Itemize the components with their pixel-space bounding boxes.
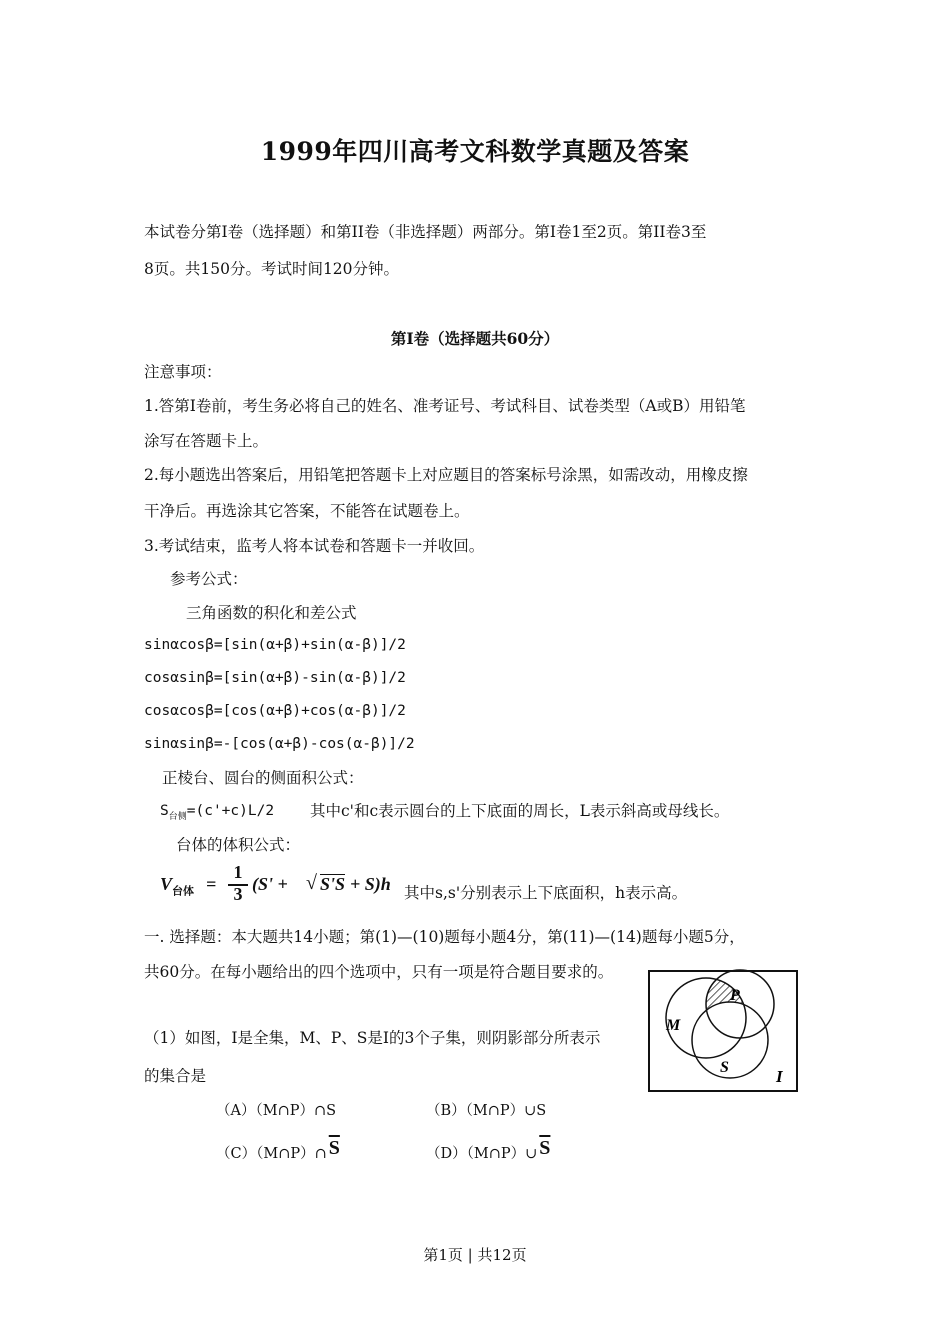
- option-d: [426, 1137, 551, 1164]
- note-3: 3.考试结束，监考人将本试卷和答题卡一并收回。: [144, 537, 485, 555]
- option-d-complement-s: $\overline{S}$: [539, 1137, 551, 1159]
- volume-description: 其中s,s'分别表示上下底面积，h表示高。: [404, 884, 688, 902]
- set-i-label: I: [776, 1067, 783, 1086]
- option-d-text: （D）（M∩P）∪: [426, 1146, 538, 1162]
- set-s-circle: [692, 1002, 768, 1078]
- reference-formulas-label: 参考公式：: [170, 570, 248, 588]
- part-1-line-2: 共60分。在每小题给出的四个选项中，只有一项是符合题目要求的。: [144, 963, 614, 981]
- trig-formulas-label: 三角函数的积化和差公式: [186, 604, 357, 622]
- volume-fraction-numerator: 1: [233, 862, 243, 882]
- section-heading: 第Ⅰ卷（选择题共60分）: [390, 329, 560, 348]
- formula-3: cosαcosβ=[cos(α+β)+cos(α-β)]/2: [144, 703, 406, 719]
- option-c-text: （C）（M∩P）∩: [216, 1146, 327, 1162]
- notes-label: 注意事项：: [144, 363, 222, 381]
- formula-2: cosαsinβ=[sin(α+β)-sin(α-β)]/2: [144, 670, 406, 686]
- volume-label: 台体的体积公式：: [176, 836, 301, 854]
- formula-1: sinαcosβ=[sin(α+β)+sin(α-β)]/2: [144, 637, 406, 653]
- frustum-area-label: 正棱台、圆台的侧面积公式：: [162, 769, 364, 787]
- part-1-line-1: 一. 选择题：本大题共14小题；第(1)—(10)题每小题4分，第(11)—(14)题每小题5分，: [144, 928, 745, 946]
- volume-tail: + S)h: [350, 874, 391, 894]
- lateral-s: S: [160, 803, 169, 819]
- lateral-subscript: 台侧: [168, 812, 187, 822]
- intro-line-2: 8页。共150分。考试时间120分钟。: [144, 260, 400, 278]
- question-1-line-2: 的集合是: [144, 1067, 207, 1085]
- page-footer: 第1页 | 共12页: [423, 1246, 527, 1264]
- intro-line-1: 本试卷分第Ⅰ卷（选择题）和第II卷（非选择题）两部分。第Ⅰ卷1至2页。第II卷3至: [144, 223, 707, 241]
- venn-diagram: [648, 968, 800, 1094]
- volume-fraction-denominator: 3: [233, 884, 243, 904]
- volume-body: (S' +: [252, 874, 288, 894]
- lateral-area-formula: [160, 801, 274, 822]
- note-1-line-2: 涂写在答题卡上。: [144, 432, 269, 450]
- lateral-area-description: 其中c'和c表示圆台的上下底面的周长，L表示斜高或母线长。: [310, 802, 730, 820]
- option-b: （B）（M∩P）∪S: [426, 1103, 547, 1119]
- lateral-expression: =(c'+c)L/2: [186, 803, 275, 819]
- note-1-line-1: 1.答第Ⅰ卷前，考生务必将自己的姓名、准考证号、考试科目、试卷类型（A或B）用铅笔: [144, 397, 746, 415]
- volume-sqrt-body: S'S: [320, 874, 346, 894]
- set-s-label: S: [720, 1059, 729, 1076]
- option-c-complement-s: $\overline{S}$: [328, 1137, 340, 1159]
- option-a: （A）（M∩P）∩S: [216, 1103, 337, 1119]
- volume-lhs: $V_{台体}$: [160, 874, 195, 898]
- sqrt-icon: √: [306, 872, 317, 894]
- formula-4: sinαsinβ=-[cos(α+β)-cos(α-β)]/2: [144, 736, 415, 752]
- volume-equals: =: [206, 874, 217, 894]
- note-2-line-1: 2.每小题选出答案后，用铅笔把答题卡上对应题目的答案标号涂黑，如需改动，用橡皮擦: [144, 466, 748, 484]
- set-p-label: P: [730, 987, 740, 1004]
- note-2-line-2: 干净后。再选涂其它答案，不能答在试题卷上。: [144, 502, 470, 520]
- option-c: [216, 1137, 340, 1164]
- page-title: 1999年四川高考文科数学真题及答案: [260, 137, 690, 166]
- set-m-label: M: [666, 1017, 681, 1034]
- question-1-line-1: （1）如图，I是全集，M、P、S是I的3个子集，则阴影部分所表示: [144, 1029, 601, 1047]
